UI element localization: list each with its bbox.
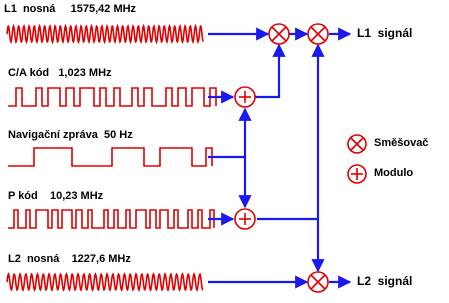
arrow-modulo1-to-mixer1	[255, 45, 279, 97]
l1-carrier-waveform	[7, 26, 203, 42]
legend-mixer-label: Směšovač	[374, 137, 429, 149]
l1-output-label: L1 signál	[357, 26, 413, 40]
ca-code-waveform	[8, 88, 216, 106]
modulo-p-nav-icon	[235, 209, 255, 229]
modulo-ca-nav-icon	[235, 87, 255, 107]
legend-mixer-icon	[348, 135, 366, 153]
mixer-l2-carrier-icon	[308, 272, 328, 292]
ca-code-label: C/A kód 1,023 MHz	[8, 67, 112, 79]
l2-carrier-label: L2 nosná 1227,6 MHz	[8, 253, 131, 265]
p-code-label: P kód 10,23 MHz	[8, 190, 104, 202]
legend-modulo-label: Modulo	[374, 167, 414, 179]
mixer-l1-carrier-icon	[269, 24, 289, 44]
nav-message-label: Navigační zpráva 50 Hz	[8, 129, 133, 141]
nav-message-waveform	[8, 148, 212, 166]
mixer-p-code-icon	[308, 24, 328, 44]
p-code-waveform	[8, 210, 214, 228]
l1-carrier-label: L1 nosná 1575,42 MHz	[4, 3, 137, 15]
l2-output-label: L2 signál	[357, 274, 413, 288]
connectors	[208, 34, 350, 282]
l2-carrier-waveform	[7, 274, 203, 290]
legend-modulo-icon	[348, 165, 366, 183]
